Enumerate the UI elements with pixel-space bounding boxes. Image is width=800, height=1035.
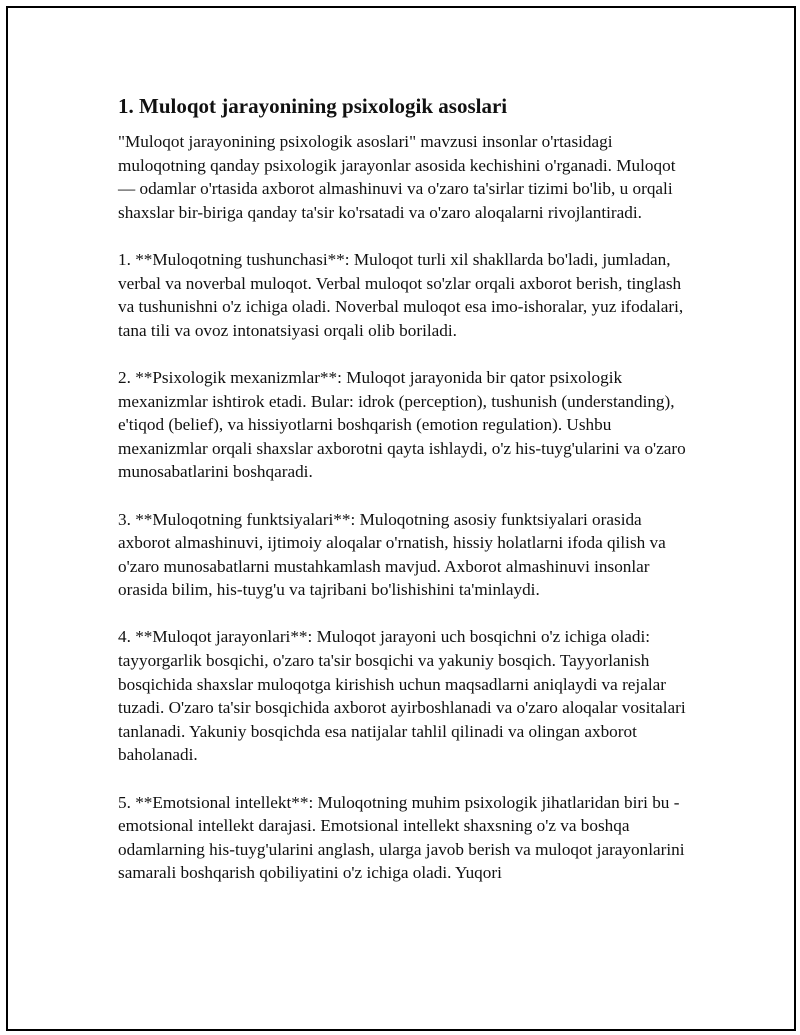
document-body [118,92,690,885]
intro-paragraph: "Muloqot jarayonining psixologik asoslari" mavzusi insonlar o'rtasidagi muloqotning qanday psixologik jarayonlar asosida kechishini o'rganadi. Muloqot — odamlar o'rtasida axborot almashinuvi va o'zaro ta'sirlar tizimi bo'lib, u orqali shaxslar bir-biriga qanday ta'sir ko'rsatadi va o'zaro aloqalarni rivojlantiradi. [118,132,676,222]
paragraph-communication-functions: 3. **Muloqotning funktsiyalari**: Muloqotning asosiy funktsiyalari orasida axborot almashinuvi, ijtimoiy aloqalar o'rnatish, hissiy holatlarni ifoda qilish va o'zaro munosabatlarni mustahkamlash mavjud. Axborot almashinuvi insonlar orasida bilim, his-tuyg'u va tajribani bo'lishishini ta'minlaydi. [118,509,666,600]
paragraph-communication-processes: 4. **Muloqot jarayonlari**: Muloqot jarayoni uch bosqichni o'z ichiga oladi: tayyorgarlik bosqichi, o'zaro ta'sir bosqichi va yakuniy bosqich. Tayyorlanish bosqichida shaxslar muloqotga kirishish uchun maqsadlarni aniqlaydi va rejalar tuzadi. O'zaro ta'sir bosqichida axborot ayirboshlanadi va o'zaro aloqalar vositalari tanlanadi. Yakuniy bosqichda esa natijalar tahlil qilinadi va olingan axborot baholanadi. [118,627,686,765]
paragraph-communication-concept: 1. **Muloqotning tushunchasi**: Muloqot turli xil shakllarda bo'ladi, jumladan, verbal va noverbal muloqot. Verbal muloqot so'zlar orqali axborot berish, tinglash va tushunishni o'z ichiga oladi. Noverbal muloqot esa imo-ishoralar, yuz ifodalari, tana tili va ovoz intonatsiyasi orqali olib boriladi. [118,249,684,340]
paragraph-psychological-mechanisms: 2. **Psixologik mexanizmlar**: Muloqot jarayonida bir qator psixologik mexanizmlar ishtirok etadi. Bular: idrok (perception), tushunish (understanding), e'tiqod (belief), va hissiyotlarni boshqarish (emotion regulation). Ushbu mexanizmlar orqali shaxslar axborotni qayta ishlaydi, o'z his-tuyg'ularini va o'zaro munosabatlarini boshqaradi. [118,367,686,482]
paragraph-emotional-intelligence: 5. **Emotsional intellekt**: Muloqotning muhim psixologik jihatlaridan biri bu - emotsional intellekt darajasi. Emotsional intellekt shaxsning o'z va boshqa odamlarning his-tuyg'ularini anglash, ularga javob berish va muloqot jarayonlarini samarali boshqarish qobiliyatini o'z ichiga oladi. Yuqori [118,792,685,883]
section-heading: 1. Muloqot jarayonining psixologik asoslari [118,94,508,118]
